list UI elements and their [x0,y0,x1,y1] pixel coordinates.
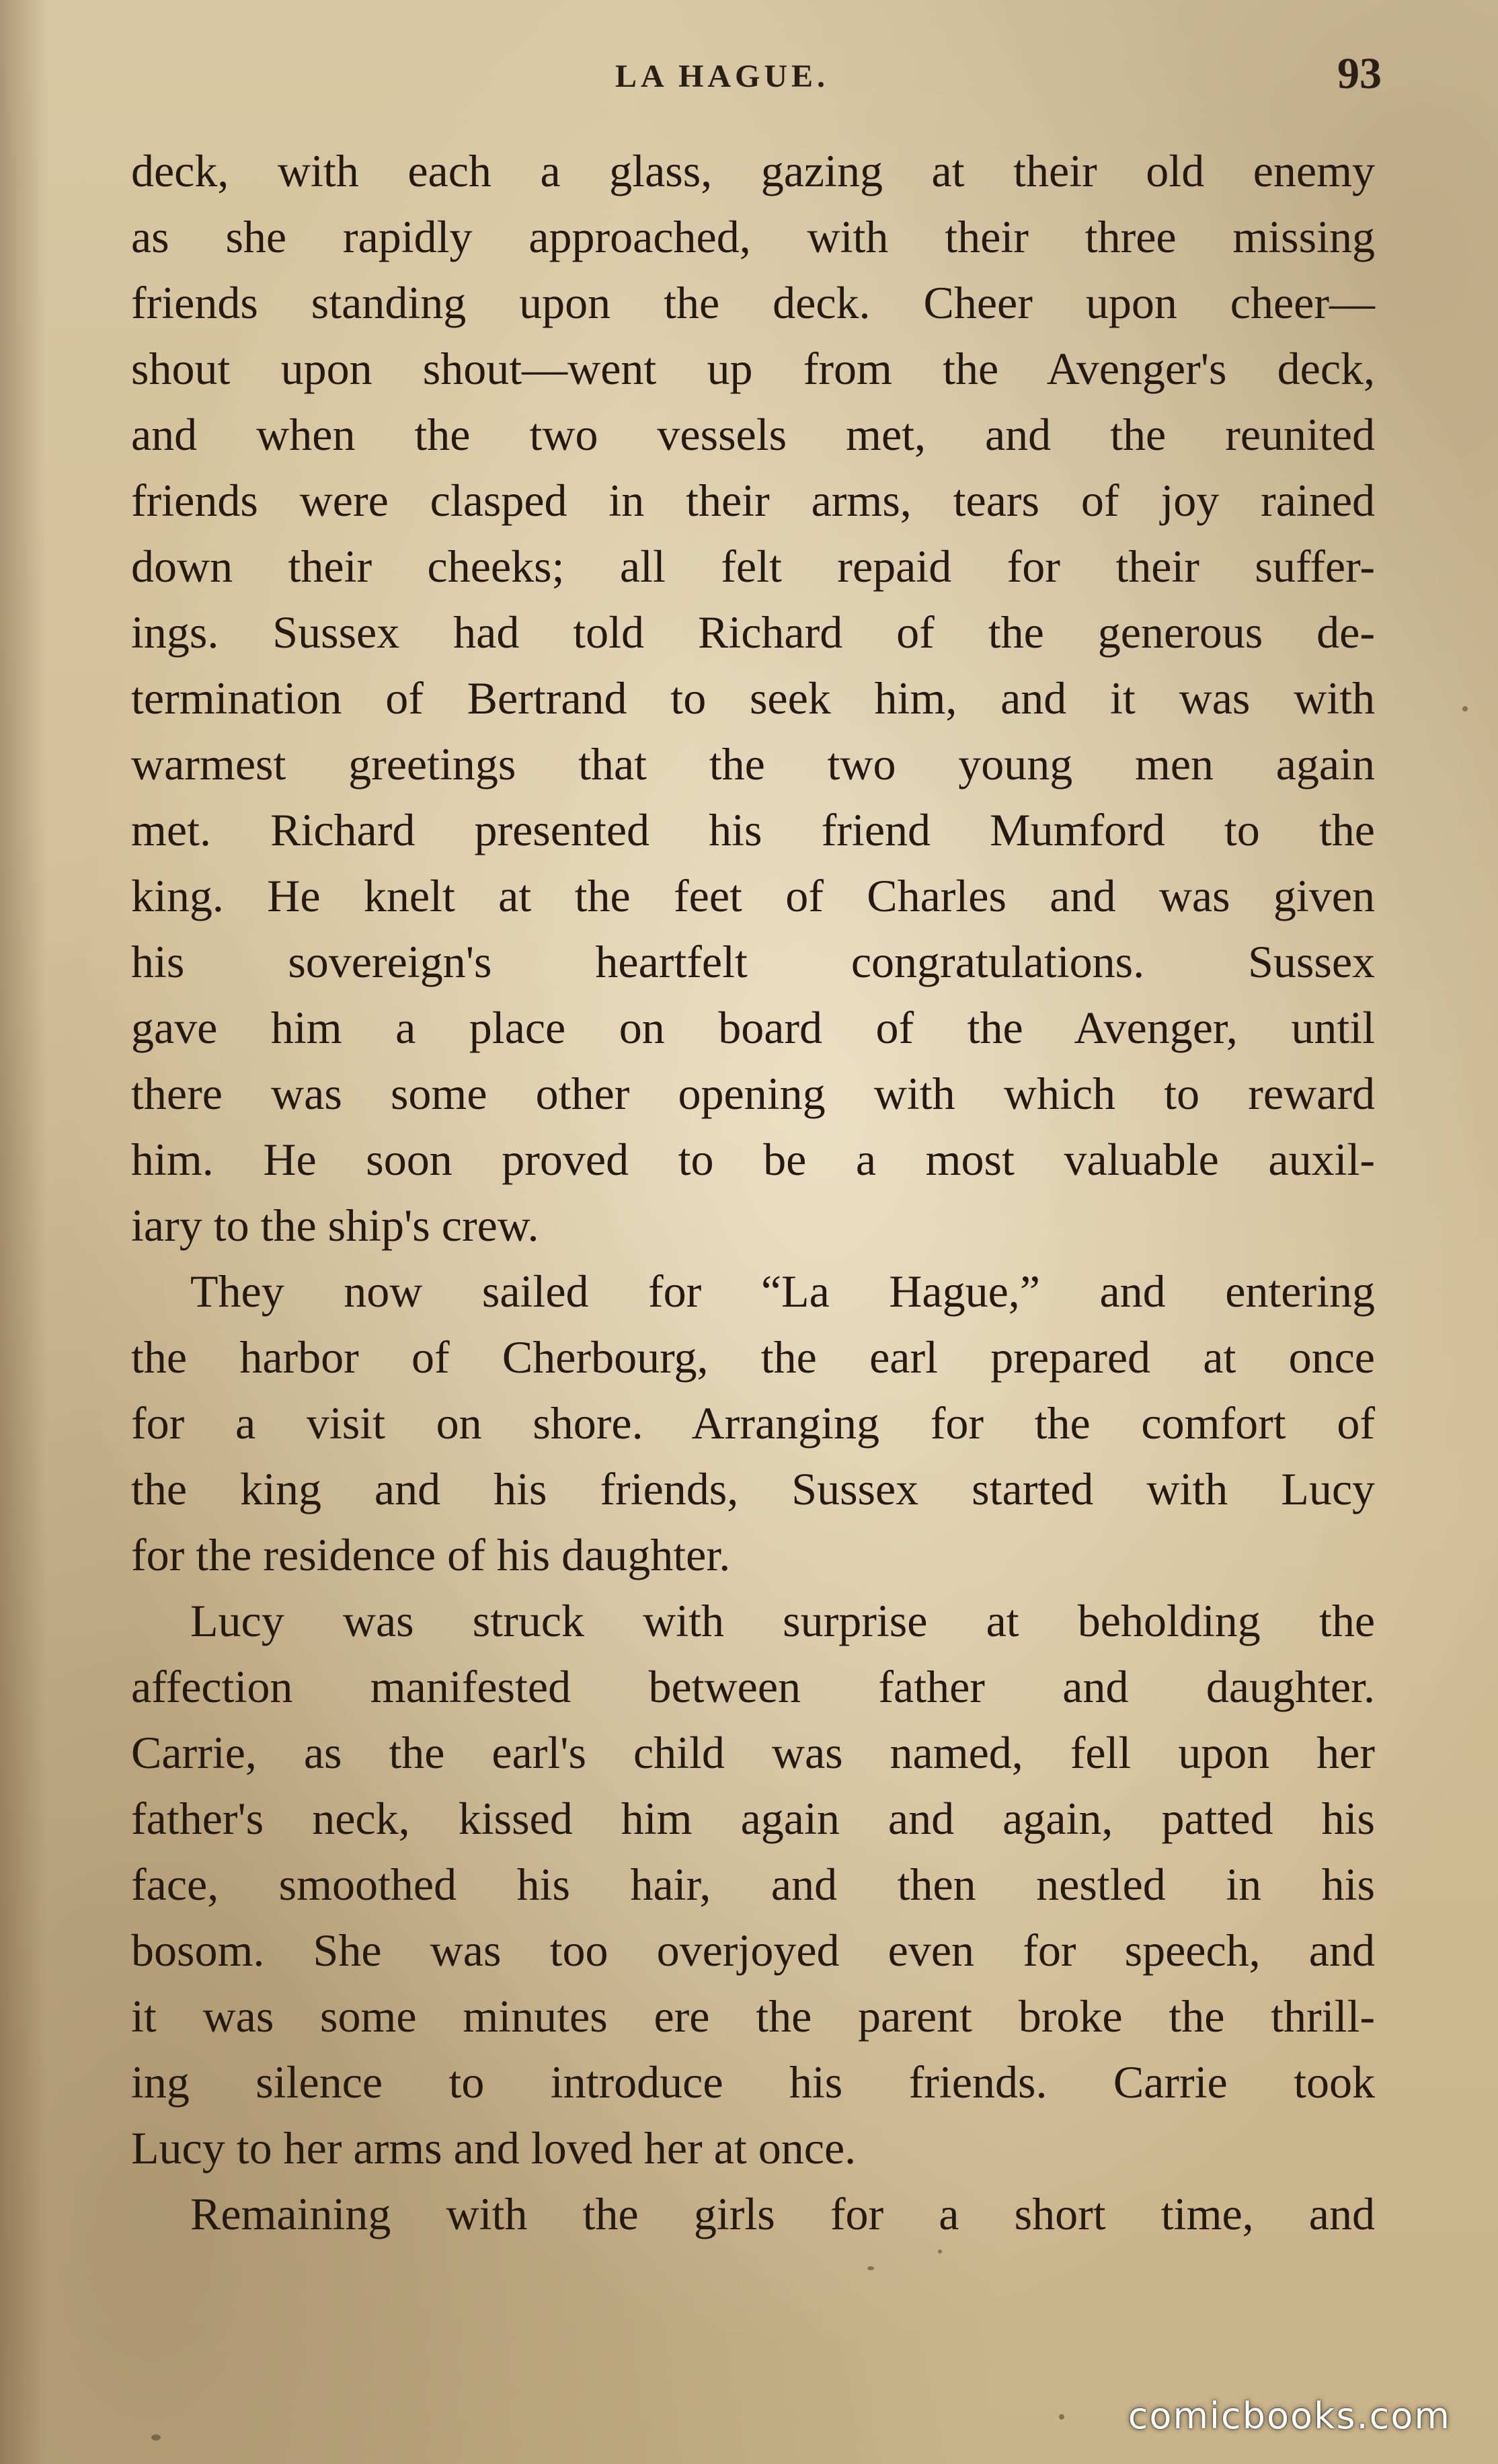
text-line: met. Richard presented his friend Mumford to the [131,804,1375,855]
text-line: affection manifested between father and daughter. [131,1661,1375,1712]
paper-speck [867,2266,874,2270]
text-line: down their cheeks; all felt repaid for their suffer- [131,541,1375,592]
text-line: the harbor of Cherbourg, the earl prepared at once [131,1332,1375,1383]
text-line: Lucy to her arms and loved her at once. [131,2122,857,2173]
text-line: the king and his friends, Sussex started with Lucy [131,1463,1375,1514]
text-line: father's neck, kissed him again and again, patted his [131,1793,1375,1844]
paper-speck [1059,2414,1064,2420]
text-line: iary to the ship's crew. [131,1200,539,1251]
text-line: him. He soon proved to be a most valuable auxil- [131,1134,1375,1185]
page-header [131,40,1382,114]
text-line: shout upon shout—went up from the Avenger's deck, [131,343,1375,394]
watermark: comicbooks.com [1128,2395,1451,2437]
text-line: Carrie, as the earl's child was named, fell upon her [131,1727,1375,1778]
page-number: 93 [1337,49,1382,98]
text-line: it was some minutes ere the parent broke the thrill- [131,1991,1375,2042]
paper-speck [938,2249,942,2254]
paragraph-2 [131,1258,1375,1588]
text-line: face, smoothed his hair, and then nestled in his [131,1859,1375,1910]
text-line: ings. Sussex had told Richard of the generous de- [131,607,1375,658]
spine-shadow [0,0,47,2464]
text-line: deck, with each a glass, gazing at their old enemy [131,145,1375,196]
paragraph-3 [131,1588,1375,2181]
text-line: friends standing upon the deck. Cheer upon cheer— [131,277,1375,328]
text-line: as she rapidly approached, with their three missing [131,211,1375,262]
paper-speck [1462,706,1468,711]
text-line: Remaining with the girls for a short time, and [190,2188,1375,2239]
paragraph-4 [131,2181,1375,2247]
text-line: there was some other opening with which to reward [131,1068,1375,1119]
text-line: for a visit on shore. Arranging for the comfort of [131,1397,1375,1449]
text-line: friends were clasped in their arms, tears of joy rained [131,475,1375,526]
text-line: his sovereign's heartfelt congratulations. Sussex [131,936,1375,987]
text-line: warmest greetings that the two young men again [131,738,1375,790]
text-line: gave him a place on board of the Avenger, until [131,1002,1375,1053]
text-line: and when the two vessels met, and the reunited [131,409,1375,460]
text-line: ing silence to introduce his friends. Carrie took [131,2056,1375,2108]
text-line: bosom. She was too overjoyed even for speech, and [131,1925,1375,1976]
text-line: They now sailed for “La Hague,” and entering [190,1266,1375,1317]
text-line: Lucy was struck with surprise at beholding the [190,1595,1375,1646]
text-line: king. He knelt at the feet of Charles and was given [131,870,1375,921]
text-line: for the residence of his daughter. [131,1529,731,1580]
paragraph-1 [131,138,1375,1258]
text-line: termination of Bertrand to seek him, and it was with [131,672,1375,724]
running-head: LA HAGUE. [615,59,830,94]
body-text [131,138,1375,2247]
paper-speck [151,2434,161,2440]
